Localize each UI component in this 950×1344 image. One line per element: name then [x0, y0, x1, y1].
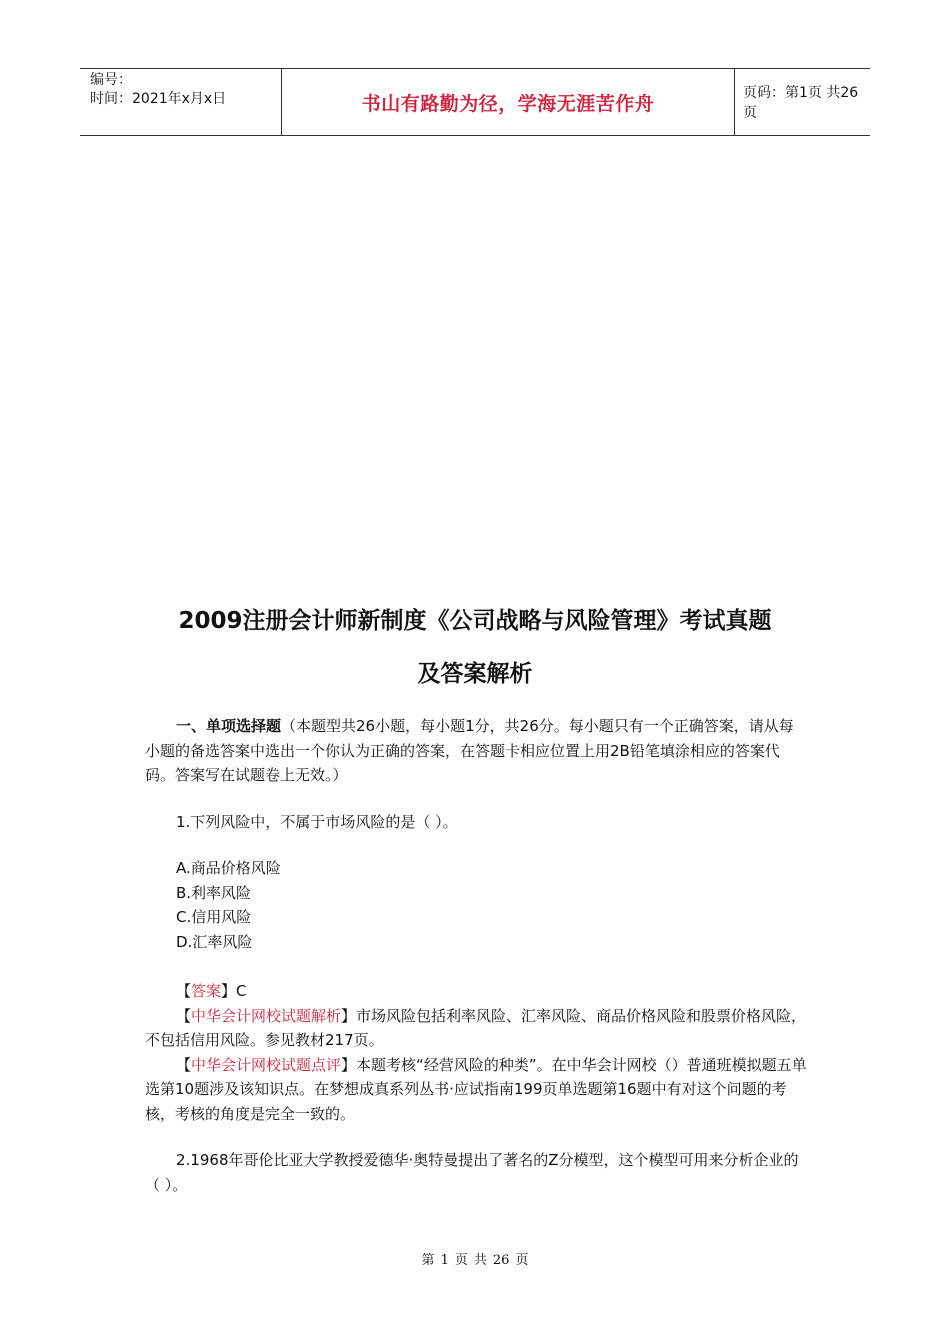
question-1-stem: 1.下列风险中，不属于市场风险的是（ ）。: [176, 812, 458, 831]
question-2-stem: 2.1968年哥伦比亚大学教授爱德华·奥特曼提出了著名的Z分模型，这个模型可用来分析企业的（ ）。: [145, 1151, 799, 1194]
document-number-label: 编号：: [90, 72, 132, 88]
question-1-analysis: 【中华会计网校试题解析】市场风险包括利率风险、汇率风险、商品价格风险和股票价格风险，不包括信用风险。参见教材217页。: [145, 1006, 807, 1049]
header-page-info: 页码：第1页 共26页: [743, 85, 859, 121]
comment-label: 中华会计网校试题点评: [191, 1055, 342, 1074]
question-1-option-c: C.信用风险: [176, 908, 252, 926]
answer-value: C: [236, 982, 247, 1000]
document-body: [145, 714, 807, 1197]
document-title-line2: 及答案解析: [417, 661, 533, 687]
analysis-text: 市场风险包括利率风险、汇率风险、商品价格风险和股票价格风险，不包括信用风险。参见教材217页。: [145, 1006, 807, 1049]
question-1-option-a: A.商品价格风险: [176, 859, 281, 877]
document-title-line1: 2009注册会计师新制度《公司战略与风险管理》考试真题: [178, 608, 772, 634]
page-footer: 第 1 页 共 26 页: [421, 1253, 529, 1268]
question-1-answer: 【答案】C: [176, 982, 247, 1000]
question-1-comment: 【中华会计网校试题点评】本题考核“经营风险的种类”。在中华会计网校（）普通班模拟题五单选第10题涉及该知识点。在梦想成真系列丛书·应试指南199页单选题第16题中有对这个问题的考核，考核的角度是完全一致的。: [145, 1055, 807, 1123]
section-instructions: （本题型共26小题，每小题1分，共26分。每小题只有一个正确答案，请从每小题的备选答案中选出一个你认为正确的答案，在答题卡相应位置上用2B铅笔填涂相应的答案代码。答案写在试题卷上无效。）: [145, 717, 794, 784]
document-time-label: 时间：2021年x月x日: [90, 91, 227, 107]
answer-label: 答案: [191, 982, 222, 1000]
section-heading: 一、单项选择题: [176, 717, 282, 735]
footer-total-pages: 26: [492, 1253, 510, 1268]
footer-page-number: 1: [440, 1253, 449, 1268]
header-meta: [80, 69, 282, 135]
header-motto: 书山有路勤为径，学海无涯苦作舟: [282, 69, 735, 135]
analysis-label: 中华会计网校试题解析: [191, 1006, 342, 1025]
comment-text: 本题考核“经营风险的种类”。在中华会计网校（）普通班模拟题五单选第10题涉及该知识点。在梦想成真系列丛书·应试指南199页单选题第16题中有对这个问题的考核，考核的角度是完全一致的。: [145, 1055, 807, 1123]
question-1-option-b: B.利率风险: [176, 883, 252, 902]
page-header: [80, 68, 870, 136]
question-1-option-d: D.汇率风险: [176, 932, 253, 951]
section-intro: [145, 714, 807, 788]
